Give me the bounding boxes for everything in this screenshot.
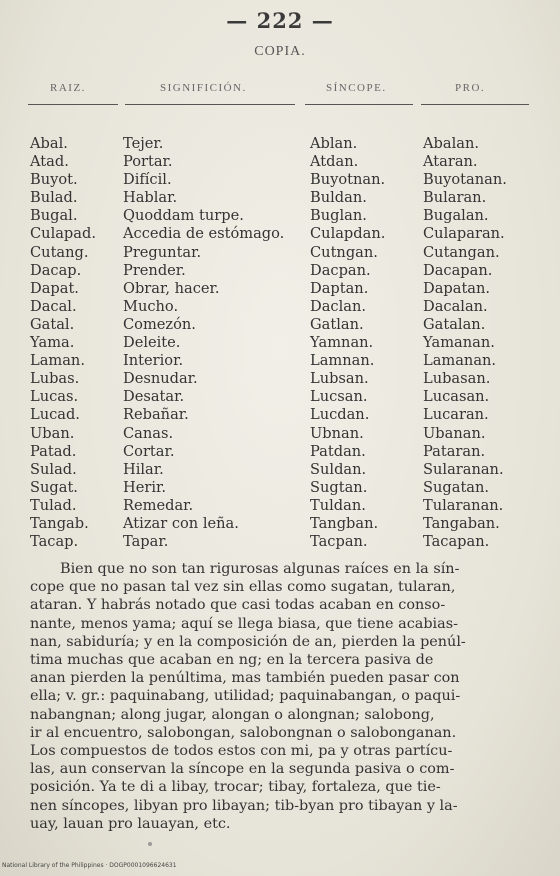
paragraph-line: [30, 815, 533, 833]
root-word: Buyot.: [30, 171, 78, 189]
table-row: [0, 334, 560, 352]
meaning: Quoddam turpe.: [123, 207, 244, 225]
syncope-form: Tuldan.: [310, 496, 366, 514]
line-text: cope que no pasan tal vez sin ellas como sugatan, tularan,: [30, 579, 456, 596]
paragraph-line: [30, 560, 533, 578]
table-row: [0, 443, 560, 461]
root-word: Uban.: [30, 424, 75, 442]
pro-form: Yamanan.: [423, 334, 495, 352]
syncope-form: Tacpan.: [310, 533, 368, 551]
header-rule: [28, 104, 118, 105]
syncope-form: Buldan.: [310, 189, 367, 207]
paragraph-line: [30, 706, 533, 724]
pro-form: Tacapan.: [423, 533, 490, 551]
syncope-form: Buglan.: [310, 207, 367, 225]
table-row: [0, 479, 560, 497]
root-word: Dacal.: [30, 297, 77, 315]
paragraph-line: [30, 724, 533, 742]
root-word: Dacap.: [30, 261, 82, 279]
line-text: tima muchas que acaban en ng; en la tercera pasiva de: [30, 652, 434, 669]
syncope-form: Daclan.: [310, 297, 366, 315]
table-row: [0, 244, 560, 262]
root-word: Bugal.: [30, 207, 78, 225]
line-text: nante, menos yama; aquí se llega biasa, que tiene acabias-: [30, 615, 458, 632]
pro-form: Dacalan.: [423, 297, 488, 315]
root-word: Atad.: [30, 153, 69, 171]
meaning: Herir.: [123, 478, 167, 496]
root-word: Bulad.: [30, 189, 78, 207]
pro-form: Gatalan.: [423, 315, 486, 333]
line-text: Bien que no son tan rigurosas algunas raíces en la sín-: [60, 561, 460, 577]
meaning: Canas.: [123, 424, 174, 442]
pro-form: Tangaban.: [423, 514, 500, 532]
syncope-form: Cutngan.: [310, 243, 378, 261]
root-word: Lubas.: [30, 370, 80, 388]
root-word: Gatal.: [30, 315, 75, 333]
syncope-form: Gatlan.: [310, 315, 364, 333]
line-text: las, aun conservan la síncope en la segunda pasiva o com-: [30, 761, 455, 778]
pro-form: Lubasan.: [423, 370, 491, 388]
paragraph-line: [30, 760, 533, 778]
meaning: Difícil.: [123, 171, 172, 189]
table-row: [0, 352, 560, 370]
pro-form: Lucaran.: [423, 406, 489, 424]
paragraph-line: [30, 687, 533, 705]
header-sincope: SÍNCOPE.: [326, 82, 387, 94]
syncope-form: Suldan.: [310, 460, 367, 478]
syncope-form: Lucsan.: [310, 388, 368, 406]
paragraph-line: [30, 615, 533, 633]
table-row: [0, 225, 560, 243]
root-word: Dapat.: [30, 279, 79, 297]
meaning: Portar.: [123, 153, 173, 171]
pro-form: Ubanan.: [423, 424, 486, 442]
pro-form: Dacapan.: [423, 261, 493, 279]
pro-form: Lucasan.: [423, 388, 490, 406]
meaning: Obrar, hacer.: [123, 279, 220, 297]
syncope-form: Dacpan.: [310, 261, 371, 279]
line-text: Los compuestos de todos estos con mi, pa y otras partícu-: [30, 743, 453, 760]
meaning: Accedia de estómago.: [123, 225, 285, 243]
syncope-form: Lubsan.: [310, 370, 369, 388]
pro-form: Lamanan.: [423, 352, 497, 370]
syncope-form: Culapdan.: [310, 225, 386, 243]
meaning: Desnudar.: [123, 370, 198, 388]
root-word: Lucad.: [30, 406, 80, 424]
pro-form: Culaparan.: [423, 225, 505, 243]
meaning: Hablar.: [123, 189, 178, 207]
ink-speck: [148, 842, 152, 846]
syncope-form: Lamnan.: [310, 352, 375, 370]
syncope-form: Lucdan.: [310, 406, 370, 424]
paragraph-line: [30, 669, 533, 687]
table-row: [0, 533, 560, 551]
header-pro: PRO.: [455, 82, 486, 94]
meaning: Deleite.: [123, 334, 181, 352]
line-text: ir al encuentro, salobongan, salobongnan o salobonganan.: [30, 724, 457, 741]
table-header: [0, 82, 560, 112]
root-word: Culapad.: [30, 225, 96, 243]
meaning: Tejer.: [123, 135, 164, 152]
pro-form: Abalan.: [423, 135, 479, 152]
meaning: Rebañar.: [123, 406, 189, 424]
meaning: Hilar.: [123, 460, 164, 478]
pro-form: Sugatan.: [423, 478, 490, 496]
line-text: anan pierden la penúltima, mas también pueden pasar con: [30, 670, 460, 687]
line-text: posición. Ya te di a libay, trocar; tibay, fortaleza, que tie-: [30, 779, 441, 796]
paragraph-line: [30, 651, 533, 669]
line-text: ella; v. gr.: paquinabang, utilidad; paquinabangan, o paqui-: [30, 688, 461, 705]
meaning: Desatar.: [123, 388, 185, 406]
word-table: [0, 135, 560, 551]
line-text: ataran. Y habrás notado que casi todas acaban en conso-: [30, 597, 446, 614]
pro-form: Bularan.: [423, 189, 487, 207]
meaning: Interior.: [123, 352, 184, 370]
root-word: Cutang.: [30, 243, 89, 261]
table-row: [0, 189, 560, 207]
pro-form: Cutangan.: [423, 243, 500, 261]
library-watermark: National Library of the Philippines · DOGP0001096624631: [2, 862, 177, 869]
root-word: Sulad.: [30, 460, 77, 478]
syncope-form: Sugtan.: [310, 478, 368, 496]
meaning: Preguntar.: [123, 243, 202, 261]
body-paragraph: [30, 560, 533, 833]
meaning: Tapar.: [123, 533, 169, 551]
root-word: Abal.: [30, 135, 68, 152]
pro-form: Dapatan.: [423, 279, 491, 297]
table-row: [0, 135, 560, 153]
table-row: [0, 406, 560, 424]
table-row: [0, 153, 560, 171]
page-title: COPIA.: [254, 44, 306, 59]
table-row: [0, 207, 560, 225]
paragraph-line: [30, 578, 533, 596]
table-row: [0, 262, 560, 280]
meaning: Cortar.: [123, 442, 175, 460]
paragraph-line: [30, 742, 533, 760]
table-row: [0, 425, 560, 443]
root-word: Tangab.: [30, 514, 89, 532]
root-word: Laman.: [30, 352, 85, 370]
table-row: [0, 171, 560, 189]
table-row: [0, 370, 560, 388]
meaning: Mucho.: [123, 297, 179, 315]
root-word: Yama.: [30, 334, 75, 352]
table-row: [0, 298, 560, 316]
meaning: Remedar.: [123, 496, 194, 514]
syncope-form: Yamnan.: [310, 334, 374, 352]
header-rule: [305, 104, 413, 105]
header-significion: SIGNIFICIÓN.: [160, 82, 247, 94]
table-row: [0, 388, 560, 406]
paragraph-line: [30, 633, 533, 651]
pro-form: Pataran.: [423, 442, 486, 460]
page-number: — 222 —: [226, 8, 334, 33]
meaning: Prender.: [123, 261, 186, 279]
syncope-form: Daptan.: [310, 279, 369, 297]
meaning: Comezón.: [123, 315, 196, 333]
paragraph-line: [30, 596, 533, 614]
meaning: Atizar con leña.: [123, 514, 239, 532]
pro-form: Bugalan.: [423, 207, 489, 225]
syncope-form: Ubnan.: [310, 424, 364, 442]
syncope-form: Tangban.: [310, 514, 379, 532]
table-row: [0, 280, 560, 298]
header-rule: [421, 104, 529, 105]
line-text: nan, sabiduría; y en la composición de an, pierden la penúl-: [30, 633, 466, 650]
header-rule: [125, 104, 295, 105]
pro-form: Sularanan.: [423, 460, 504, 478]
syncope-form: Patdan.: [310, 442, 366, 460]
table-row: [0, 515, 560, 533]
syncope-form: Buyotnan.: [310, 171, 386, 189]
syncope-form: Atdan.: [310, 153, 359, 171]
table-row: [0, 316, 560, 334]
pro-form: Tularanan.: [423, 496, 504, 514]
table-row: [0, 497, 560, 515]
pro-form: Ataran.: [423, 153, 478, 171]
syncope-form: Ablan.: [310, 135, 358, 152]
root-word: Tacap.: [30, 533, 79, 551]
line-text: uay, lauan pro lauayan, etc.: [30, 815, 231, 832]
header-raiz: RAIZ.: [50, 82, 86, 94]
paragraph-line: [30, 797, 533, 815]
root-word: Patad.: [30, 442, 77, 460]
table-row: [0, 461, 560, 479]
root-word: Tulad.: [30, 496, 77, 514]
root-word: Sugat.: [30, 478, 78, 496]
pro-form: Buyotanan.: [423, 171, 507, 189]
line-text: nabangnan; along jugar, alongan o alongnan; salobong,: [30, 706, 435, 723]
line-text: nen síncopes, libyan pro libayan; tib-byan pro tibayan y la-: [30, 797, 458, 814]
paragraph-line: [30, 778, 533, 796]
root-word: Lucas.: [30, 388, 79, 406]
